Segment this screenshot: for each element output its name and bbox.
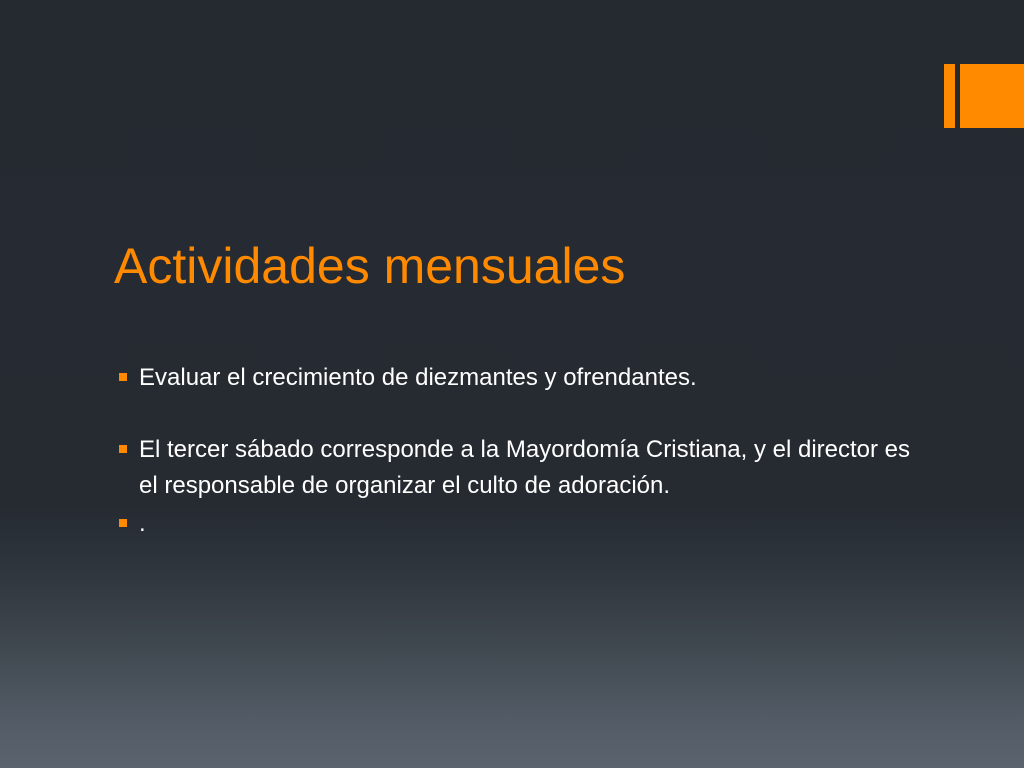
square-bullet-icon [119,373,127,381]
logo-bar [944,64,955,128]
logo-block [960,64,1024,128]
bullet-text: Evaluar el crecimiento de diezmantes y ofrendantes. [139,364,697,391]
bullet-text: El tercer sábado corresponde a la Mayordomía Cristiana, y el director es el responsable de organizar el culto de adoración. [139,436,911,499]
theme-logo-mark [944,64,1024,128]
bullet-item [118,432,928,504]
bullet-item [118,506,928,542]
square-bullet-icon [119,519,127,527]
square-bullet-icon [119,445,127,453]
bullet-list [118,360,928,542]
bullet-item [118,360,928,396]
slide-title: Actividades mensuales [114,238,626,294]
bullet-text: . [139,510,146,537]
